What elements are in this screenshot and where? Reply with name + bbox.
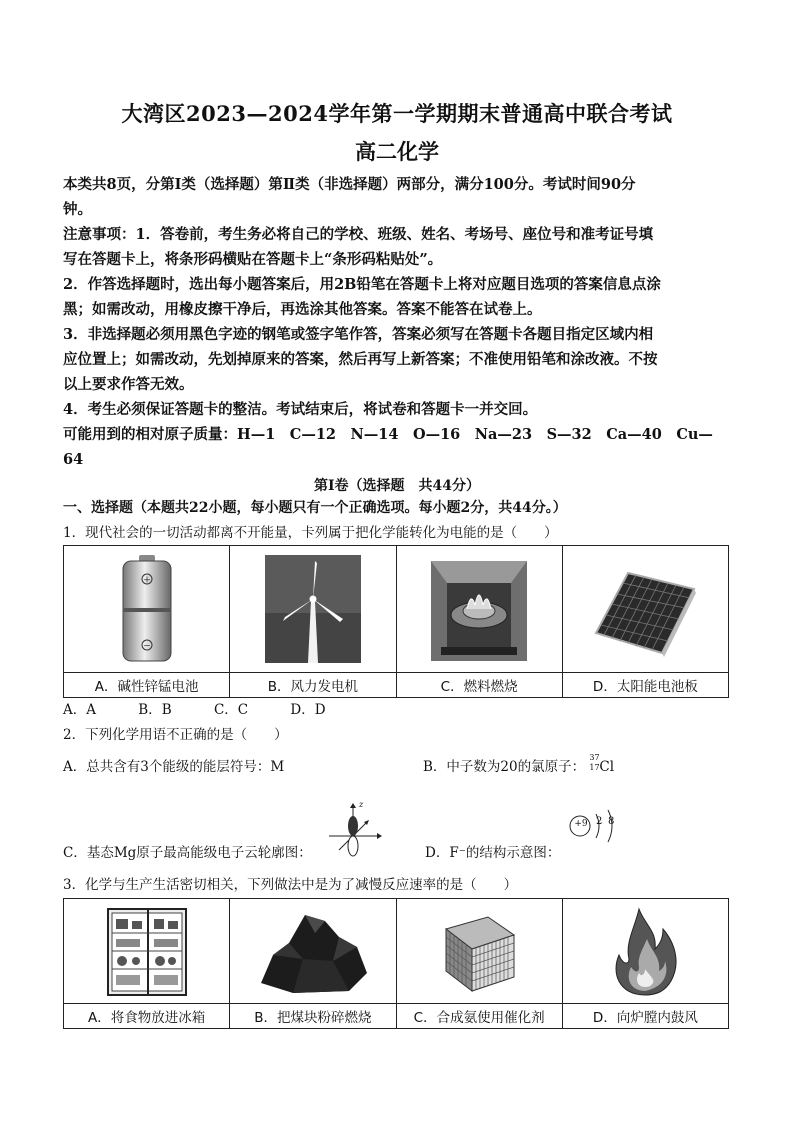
q3-image-b — [230, 899, 396, 1004]
q2-option-b-text: B．中子数为20的氯原子： — [423, 759, 586, 775]
catalyst-honeycomb-icon — [434, 903, 524, 999]
note-line: 2．作答选择题时，选出每小题答案后，用2B铅笔在答题卡上将对应题目选项的答案信息点涂 — [63, 276, 661, 293]
q1-options — [63, 700, 731, 720]
q1-caption-a: A．碱性锌锰电池 — [64, 673, 230, 698]
solar-panel-icon — [590, 553, 700, 665]
atomic-mass-line: 64 — [63, 451, 84, 468]
q3-image-a — [64, 899, 230, 1004]
q2-option-a[interactable]: A．总共含有3个能级的能层符号：M — [63, 759, 285, 775]
fire-icon — [605, 903, 685, 999]
note-line: 4．考生必须保证答题卡的整洁。考试结束后，将试卷和答题卡一并交回。 — [63, 401, 538, 418]
q1-option-b[interactable]: B．B — [138, 702, 172, 718]
note-line: 以上要求作答无效。 — [63, 376, 194, 393]
question-3-stem: 3．化学与生产生活密切相关，下列做法中是为了减慢反应速率的是（ ） — [63, 877, 518, 893]
q1-image-a — [64, 546, 230, 673]
q1-caption-c: C．燃料燃烧 — [396, 673, 562, 698]
gas-stove-icon — [427, 553, 531, 665]
intro-line: 钟。 — [63, 201, 92, 218]
q3-caption-c: C．合成氨使用催化剂 — [396, 1004, 562, 1029]
q1-image-c — [396, 546, 562, 673]
q1-caption-b: B．风力发电机 — [230, 673, 396, 698]
q3-image-d — [562, 899, 728, 1004]
q3-caption-a: A．将食物放进冰箱 — [64, 1004, 230, 1029]
shell-1-count: 2 — [596, 816, 603, 827]
exam-title: 大湾区2023—2024学年第一学期期末普通高中联合考试 — [121, 101, 673, 126]
note-line: 黑；如需改动，用橡皮擦干净后，再选涂其他答案。答案不能答在试卷上。 — [63, 301, 542, 318]
p-orbital-diagram — [323, 802, 383, 858]
note-line: 写在答题卡上，将条形码横贴在答题卡上“条形码粘贴处”。 — [63, 251, 443, 268]
fluoride-structure-diagram — [566, 806, 630, 850]
atomic-mass-line: 可能用到的相对原子质量：H—1 C—12 N—14 O—16 Na—23 S—32 Ca—40 Cu— — [63, 426, 713, 443]
intro-block — [63, 172, 731, 472]
chlorine-isotope — [589, 753, 619, 777]
question-1-stem: 1．现代社会的一切活动都离不开能量，卡列属于把化学能转化为电能的是（ ） — [63, 525, 558, 541]
q1-option-d[interactable]: D．D — [290, 702, 326, 718]
q1-image-b — [230, 546, 396, 673]
q3-image-c — [396, 899, 562, 1004]
q2-option-b[interactable] — [423, 753, 723, 777]
q2-option-d[interactable]: D．F⁻的结构示意图： — [425, 845, 561, 861]
exam-subtitle: 高二化学 — [355, 139, 439, 164]
section-heading: 第Ⅰ卷（选择题 共44分） — [313, 478, 481, 494]
question-3-table — [63, 898, 729, 1029]
q1-option-c[interactable]: C．C — [213, 702, 249, 718]
question-2-stem: 2．下列化学用语不正确的是（ ） — [63, 727, 288, 743]
q3-caption-b: B．把煤块粉碎燃烧 — [230, 1004, 396, 1029]
q3-caption-d: D．向炉膛内鼓风 — [562, 1004, 728, 1029]
shell-2-count: 8 — [608, 816, 615, 827]
q2-option-c[interactable]: C．基态Mg原子最高能级电子云轮廓图： — [63, 845, 312, 861]
intro-line: 本类共8页，分第Ⅰ类（选择题）第Ⅱ类（非选择题）两部分，满分100分。考试时间90分 — [63, 176, 636, 193]
refrigerator-icon — [102, 903, 192, 999]
p-orbital-icon — [323, 802, 383, 858]
q1-option-a[interactable]: A．A — [63, 702, 96, 718]
q1-image-d — [562, 546, 728, 673]
svg-text:−: − — [142, 641, 151, 652]
battery-icon — [117, 553, 177, 665]
coal-icon — [253, 903, 373, 999]
note-line: 应位置上；如需改动，先划掉原来的答案，然后再写上新答案；不准使用铅笔和涂改液。不按 — [63, 351, 658, 368]
nucleus-charge: +9 — [574, 819, 588, 829]
isotope-mass: 37 — [589, 753, 600, 762]
isotope-symbol: Cl — [599, 759, 615, 775]
svg-text:+: + — [142, 575, 151, 586]
q1-caption-d: D．太阳能电池板 — [562, 673, 728, 698]
axis-z-label: z — [359, 800, 364, 809]
isotope-number: 17 — [589, 763, 600, 772]
section-instructions: 一、选择题（本题共22小题，每小题只有一个正确选项。每小题2分，共44分。） — [63, 500, 567, 516]
question-1-table — [63, 545, 729, 698]
wind-turbine-icon — [263, 553, 363, 665]
note-line: 3．非选择题必须用黑色字迹的钢笔或签字笔作答，答案必须写在答题卡各题目指定区域内相 — [63, 326, 654, 343]
note-line: 注意事项：1．答卷前，考生务必将自己的学校、班级、姓名、考场号、座位号和准考证号填 — [63, 226, 654, 243]
